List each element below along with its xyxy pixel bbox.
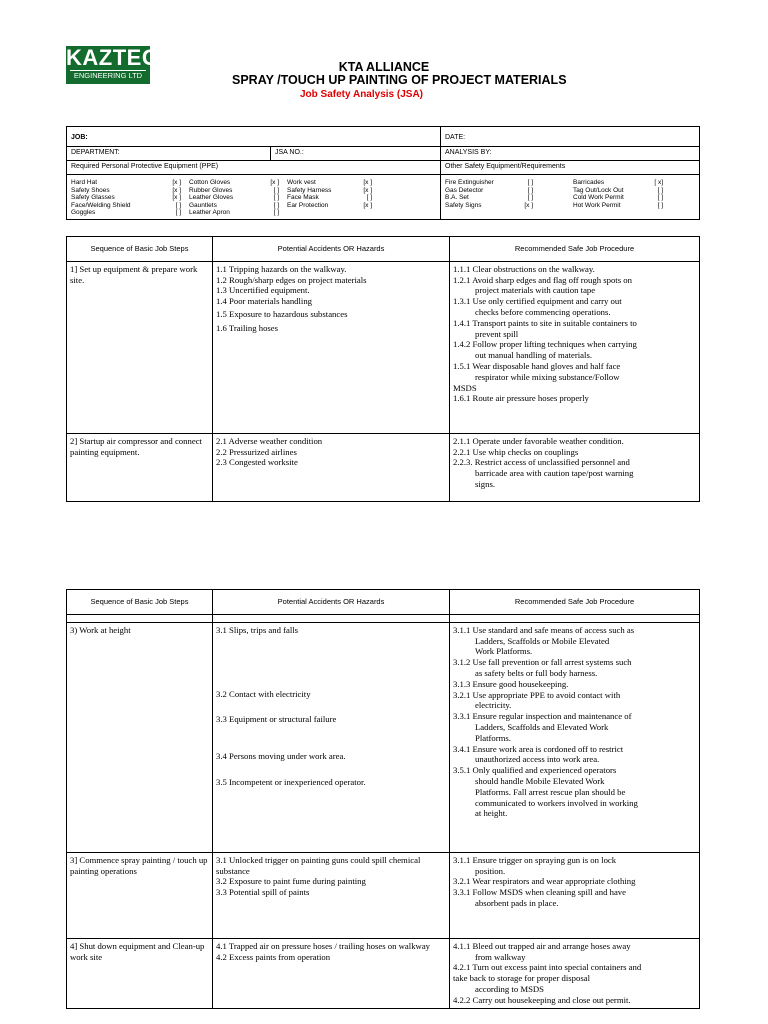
procedure-item: 3.1.1 Use standard and safe means of access such as — [453, 624, 635, 635]
equipment-name: Rubber Gloves — [189, 186, 233, 194]
procedure-item: 2.2.1 Use whip checks on couplings — [453, 446, 579, 457]
jsa-number-field: JSA NO.: — [271, 147, 441, 161]
procedure-item: electricity. — [475, 700, 512, 711]
hazard-item: 3.2 Exposure to paint fume during painting — [216, 876, 366, 887]
procedure-item: at height. — [475, 808, 508, 819]
equipment-name: Cold Work Permit — [573, 194, 624, 201]
equipment-checkbox: [x ] — [172, 179, 181, 186]
equipment-name: Hard Hat — [71, 179, 98, 186]
job-step-cell — [67, 938, 213, 1008]
procedure-item: position. — [475, 865, 506, 876]
equipment-name: Safety Harness — [287, 186, 332, 194]
job-field: JOB: — [67, 127, 441, 147]
equipment-checkbox: [ ] — [527, 194, 533, 201]
job-step-cell — [67, 261, 213, 433]
hazard-item: 4.2 Excess paints from operation — [216, 951, 331, 962]
procedure-item: Ladders, Scaffolds and Elevated Work — [475, 721, 609, 732]
table-row — [67, 938, 700, 1008]
procedure-cell — [450, 852, 700, 938]
equipment-item — [573, 187, 663, 195]
equipment-name: Gauntlets — [189, 201, 217, 209]
equipment-checkbox: [x ] — [524, 201, 533, 209]
col-steps-header: Sequence of Basic Job Steps — [67, 237, 213, 262]
hazard-item: 4.1 Trapped air on pressure hoses / trailing hoses on walkway — [216, 940, 431, 951]
procedure-item: 3.2.1 Wear respirators and wear appropriate clothing — [453, 876, 636, 887]
hazard-item: 1.1 Tripping hazards on the walkway. — [216, 263, 347, 274]
procedure-item: 3.3.1 Ensure regular inspection and maintenance of — [453, 711, 632, 722]
procedure-item: take back to storage for proper disposal — [453, 973, 591, 984]
hazard-item: 3.1 Unlocked trigger on painting guns could spill chemical substance — [216, 854, 421, 876]
jsa-table-2 — [66, 589, 700, 1009]
jsa-table-1 — [66, 236, 700, 502]
other-equipment-title: Other Safety Equipment/Requirements — [441, 161, 700, 175]
hazard-item: 3.3 Equipment or structural failure — [216, 714, 337, 725]
job-step: 2] Startup air compressor and connect painting equipment. — [70, 435, 202, 457]
procedure-item: 3.5.1 Only qualified and experienced operators — [453, 765, 617, 776]
hazard-item: 1.4 Poor materials handling — [216, 296, 313, 307]
equipment-name: Ear Protection — [287, 201, 329, 209]
procedure-item: 3.2.1 Use appropriate PPE to avoid contact with — [453, 689, 621, 700]
procedure-item: should handle Mobile Elevated Work — [475, 775, 605, 786]
procedure-item: 3.3.1 Follow MSDS when cleaning spill and have — [453, 887, 627, 898]
procedure-item: 4.1.1 Bleed out trapped air and arrange hoses away — [453, 940, 631, 951]
equipment-checkbox: [ ] — [657, 201, 663, 209]
logo-subtitle: ENGINEERING LTD — [70, 70, 146, 81]
document-title: SPRAY /TOUCH UP PAINTING OF PROJECT MATERIALS — [232, 73, 567, 87]
equipment-name: Goggles — [71, 209, 96, 216]
equipment-checkbox: [ ] — [366, 194, 372, 201]
equipment-checkbox: [ ] — [175, 209, 181, 216]
equipment-checkbox: [ ] — [273, 194, 279, 201]
equipment-item — [445, 202, 533, 210]
procedure-item: 1.2.1 Avoid sharp edges and flag off rough spots on — [453, 274, 632, 285]
equipment-name: B.A. Set — [445, 194, 469, 201]
hazard-cell — [213, 852, 450, 938]
procedure-item: 2.1.1 Operate under favorable weather condition. — [453, 435, 624, 446]
procedure-item: Ladders, Scaffolds or Mobile Elevated — [475, 635, 610, 646]
alliance-title: KTA ALLIANCE — [338, 60, 430, 74]
equipment-name: Work vest — [287, 179, 316, 186]
procedure-item: 1.4.1 Transport paints to site in suitable containers to — [453, 317, 637, 328]
equipment-name: Leather Gloves — [189, 194, 234, 201]
col-procedure-header: Recommended Safe Job Procedure — [450, 590, 700, 615]
hazard-item: 3.4 Persons moving under work area. — [216, 751, 346, 762]
equipment-name: Face Mask — [287, 194, 319, 201]
equipment-item — [573, 179, 663, 187]
equipment-item — [189, 187, 279, 195]
date-field: DATE: — [441, 127, 700, 147]
job-info-table — [66, 126, 700, 220]
equipment-item — [71, 194, 181, 202]
procedure-item: 1.4.2 Follow proper lifting techniques when carrying — [453, 339, 637, 350]
ppe-list — [67, 175, 441, 220]
equipment-checkbox: [ ] — [527, 186, 533, 194]
equipment-checkbox: [ ] — [273, 209, 279, 216]
equipment-checkbox: [ ] — [657, 194, 663, 201]
hazard-cell — [213, 938, 450, 1008]
jsa-subtitle: Job Safety Analysis (JSA) — [300, 89, 424, 100]
procedure-item: respirator while mixing substance/Follow — [475, 371, 620, 382]
job-step-cell — [67, 852, 213, 938]
equipment-name: Safety Glasses — [71, 194, 115, 201]
equipment-item — [287, 194, 372, 202]
equipment-item — [573, 202, 663, 210]
procedure-item: 4.2.1 Turn out excess paint into special containers and — [453, 962, 642, 973]
equipment-name: Fire Extinguisher — [445, 179, 494, 186]
procedure-item: 1.1.1 Clear obstructions on the walkway. — [453, 263, 595, 274]
job-step-cell — [67, 622, 213, 852]
equipment-name: Barricades — [573, 179, 605, 186]
equipment-checkbox: [x ] — [363, 201, 372, 209]
procedure-item: as safety belts or full body harness. — [475, 667, 598, 678]
logo-name: KAZTEC — [66, 45, 159, 70]
hazard-item: 1.2 Rough/sharp edges on project materials — [216, 274, 367, 285]
job-step: 3) Work at height — [70, 624, 131, 635]
equipment-checkbox: [x ] — [270, 179, 279, 186]
procedure-item: 2.2.3. Restrict access of unclassified personnel and — [453, 457, 630, 468]
equipment-name: Hot Work Permit — [573, 201, 621, 209]
equipment-item — [189, 194, 279, 202]
job-step: 4] Shut down equipment and Clean-up work site — [70, 940, 205, 962]
procedure-item: Work Platforms. — [475, 646, 533, 657]
hazard-item: 3.1 Slips, trips and falls — [216, 624, 299, 635]
equipment-checkbox: [x ] — [363, 186, 372, 194]
procedure-item: out manual handling of materials. — [475, 350, 593, 361]
equipment-item — [71, 179, 181, 187]
equipment-checkbox: [ x] — [654, 179, 663, 186]
procedure-item: 4.2.2 Carry out housekeeping and close out permit. — [453, 994, 631, 1005]
equipment-item — [71, 209, 181, 217]
procedure-item: communicated to workers involved in working — [475, 797, 638, 808]
equipment-item — [573, 194, 663, 202]
hazard-cell — [213, 622, 450, 852]
hazard-item: 3.2 Contact with electricity — [216, 688, 311, 699]
col-steps-header: Sequence of Basic Job Steps — [67, 590, 213, 615]
equipment-item — [189, 202, 279, 210]
equipment-name: Cotton Gloves — [189, 179, 231, 186]
col-procedure-header: Recommended Safe Job Procedure — [450, 237, 700, 262]
hazard-item: 3.3 Potential spill of paints — [216, 887, 310, 898]
equipment-checkbox: [x ] — [172, 194, 181, 201]
hazard-item: 2.3 Congested worksite — [216, 457, 298, 468]
hazard-item: 1.6 Trailing hoses — [216, 322, 279, 333]
hazard-cell — [213, 433, 450, 501]
ppe-title: Required Personal Protective Equipment (PPE) — [67, 161, 441, 175]
equipment-name: Leather Apron — [189, 209, 230, 216]
hazard-item: 1.3 Uncertified equipment. — [216, 285, 310, 296]
procedure-item: 3.1.3 Ensure good housekeeping. — [453, 678, 569, 689]
other-equipment-list — [441, 175, 700, 220]
department-field: DEPARTMENT: — [67, 147, 271, 161]
procedure-item: checks before commencing operations. — [475, 306, 611, 317]
equipment-name: Tag Out/Lock Out — [573, 186, 624, 194]
hazard-item: 1.5 Exposure to hazardous substances — [216, 308, 348, 319]
procedure-cell — [450, 938, 700, 1008]
hazard-item: 2.2 Pressurized airlines — [216, 446, 297, 457]
equipment-item — [445, 187, 533, 195]
hazard-item: 2.1 Adverse weather condition — [216, 435, 323, 446]
procedure-item: MSDS — [453, 382, 477, 393]
job-step-cell — [67, 433, 213, 501]
procedure-item: barricade area with caution tape/post warning — [475, 468, 634, 479]
hazard-item: 3.5 Incompetent or inexperienced operator. — [216, 776, 366, 787]
equipment-checkbox: [ ] — [657, 186, 663, 194]
procedure-item: 1.3.1 Use only certified equipment and carry out — [453, 296, 622, 307]
table-row — [67, 261, 700, 433]
procedure-cell — [450, 622, 700, 852]
equipment-item — [445, 179, 533, 187]
procedure-item: prevent spill — [475, 328, 519, 339]
equipment-item — [189, 179, 279, 187]
procedure-item: unauthorized access into work area. — [475, 754, 600, 765]
procedure-item: Platforms. Fall arrest rescue plan should be — [475, 786, 626, 797]
analysis-by-field: ANALYSIS BY: — [441, 147, 700, 161]
col-hazards-header: Potential Accidents OR Hazards — [213, 237, 450, 262]
procedure-item: according to MSDS — [475, 983, 545, 994]
table-row — [67, 622, 700, 852]
job-step: 3] Commence spray painting / touch up painting operations — [70, 854, 208, 876]
procedure-item: 3.4.1 Ensure work area is cordoned off to restrict — [453, 743, 624, 754]
equipment-checkbox: [ ] — [273, 186, 279, 194]
job-step: 1] Set up equipment & prepare work site. — [70, 263, 198, 285]
equipment-item — [287, 187, 372, 195]
procedure-item: 3.1.2 Use fall prevention or fall arrest systems such — [453, 657, 632, 668]
procedure-item: project materials with caution tape — [475, 285, 596, 296]
equipment-item — [189, 209, 279, 217]
equipment-name: Safety Signs — [445, 201, 482, 209]
procedure-item: from walkway — [475, 951, 526, 962]
table-row — [67, 433, 700, 501]
hazard-cell — [213, 261, 450, 433]
equipment-item — [287, 179, 372, 187]
table-row — [67, 852, 700, 938]
procedure-item: 1.6.1 Route air pressure hoses properly — [453, 393, 589, 404]
col-hazards-header: Potential Accidents OR Hazards — [213, 590, 450, 615]
equipment-item — [71, 202, 181, 210]
procedure-cell — [450, 433, 700, 501]
procedure-item: 1.5.1 Wear disposable hand gloves and half face — [453, 360, 621, 371]
equipment-name: Safety Shoes — [71, 186, 110, 194]
equipment-name: Gas Detector — [445, 186, 484, 194]
equipment-checkbox: [ ] — [527, 179, 533, 186]
equipment-name: Face/Welding Shield — [71, 201, 131, 209]
equipment-item — [287, 202, 372, 210]
equipment-checkbox: [x ] — [363, 179, 372, 186]
procedure-item: Platforms. — [475, 732, 511, 743]
equipment-checkbox: [ ] — [273, 201, 279, 209]
procedure-item: 3.1.1 Ensure trigger on spraying gun is on lock — [453, 854, 617, 865]
procedure-cell — [450, 261, 700, 433]
procedure-item: absorbent pads in place. — [475, 897, 559, 908]
equipment-item — [71, 187, 181, 195]
procedure-item: signs. — [475, 478, 496, 489]
equipment-checkbox: [x ] — [172, 186, 181, 194]
equipment-item — [445, 194, 533, 202]
equipment-checkbox: [ ] — [175, 201, 181, 209]
